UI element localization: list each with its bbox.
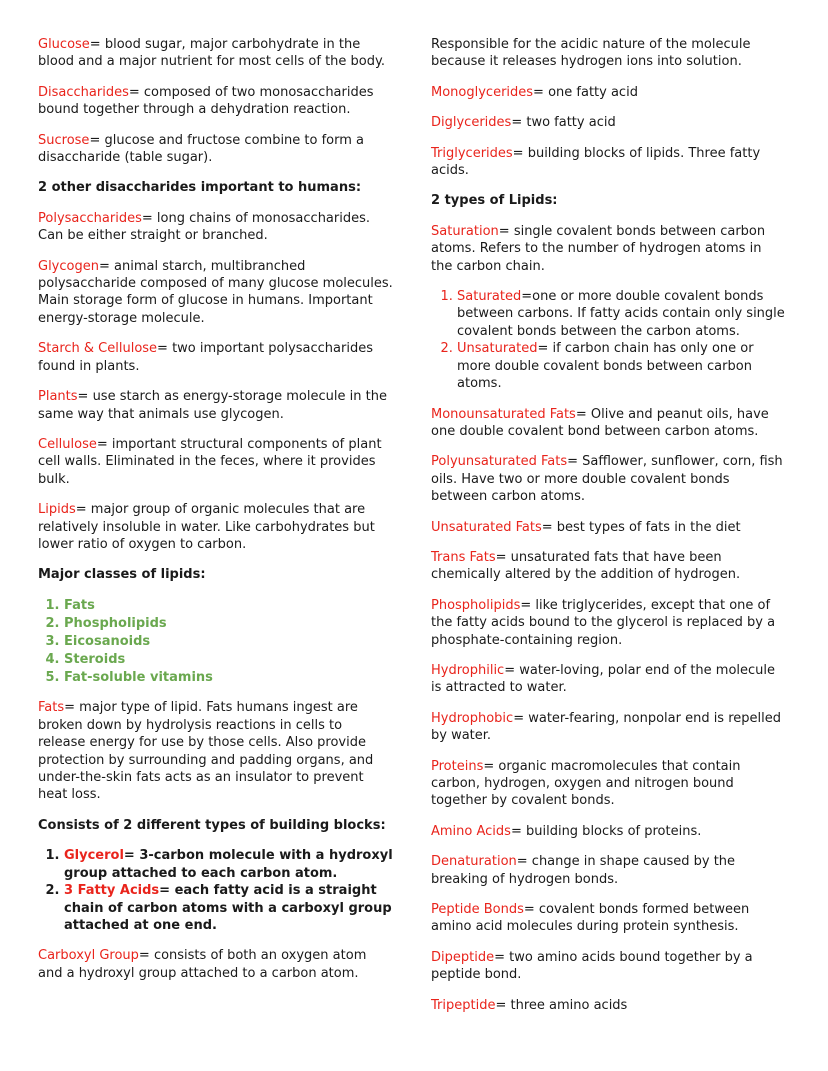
equals-sign: =: [483, 758, 499, 774]
definition: two fatty acid: [526, 115, 616, 131]
definition: water-loving, polar end of the molecule is attracted to water.: [431, 662, 776, 696]
list-item: 1. Fats: [64, 597, 393, 615]
definition: like triglycerides, except that one of the fatty acids bound to the glycerol is replaced by a phosphate-containing region.: [431, 597, 776, 648]
equals-sign: =: [495, 549, 511, 565]
term: Glucose: [38, 37, 90, 52]
term: Saturation: [431, 223, 499, 239]
equals-sign: =: [498, 223, 514, 239]
term: Saturated: [457, 289, 522, 305]
equals-sign: =: [138, 948, 154, 964]
definition-entry: [38, 699, 393, 803]
definition: three amino acids: [510, 997, 628, 1013]
definition: covalent bonds formed between amino acid molecules during protein synthesis.: [431, 902, 750, 935]
term: Disaccharides: [38, 84, 129, 100]
definition: best types of fats in the diet: [556, 519, 741, 535]
list-item: 3. Eicosanoids: [64, 633, 393, 651]
equals-sign: =: [567, 454, 583, 470]
paragraph: Responsible for the acidic nature of the molecule because it releases hydrogen ions into solution.: [431, 37, 751, 70]
term: Monounsaturated Fats: [431, 406, 576, 422]
equals-sign: =: [512, 145, 528, 161]
definition: building blocks of lipids. Three fatty acids.: [431, 145, 761, 179]
definition-entry: [431, 145, 786, 180]
definition: Safflower, sunflower, corn, fish oils. Have two or more double covalent bonds between carbon atoms.: [431, 454, 783, 505]
term: Denaturation: [431, 854, 517, 870]
definition-entry: [38, 501, 393, 553]
definition-entry: [38, 258, 393, 328]
definition-entry: [431, 453, 786, 505]
definition-entry: [431, 901, 786, 936]
definition: long chains of monosaccharides. Can be either straight or branched.: [38, 210, 371, 244]
definition: two important polysaccharides found in plants.: [38, 341, 373, 374]
equals-sign: =: [89, 37, 105, 52]
definition-entry: [431, 710, 786, 745]
term: Hydrophilic: [431, 662, 505, 678]
definition: major group of organic molecules that are relatively insoluble in water. Like carbohydrates but lower ratio of oxygen to carbon.: [38, 502, 375, 552]
list-item: 2. Phospholipids: [64, 615, 393, 633]
equals-sign: =: [77, 389, 93, 405]
definition: consists of both an oxygen atom and a hydroxyl group attached to a carbon atom.: [38, 948, 367, 981]
building-blocks-list: [38, 847, 393, 934]
equals-sign: =: [89, 132, 105, 148]
lipid-classes-list: [38, 597, 393, 687]
definition: 3-carbon molecule with a hydroxyl group attached to each carbon atom.: [64, 848, 393, 881]
definition-entry: [431, 949, 786, 984]
term: Triglycerides: [431, 145, 513, 161]
definition-entry: [431, 758, 786, 810]
term: Polysaccharides: [38, 210, 142, 226]
equals-sign: =: [537, 341, 553, 357]
term: Hydrophobic: [431, 710, 514, 726]
term: Unsaturated: [457, 341, 538, 357]
term: Dipeptide: [431, 949, 495, 965]
definition: major type of lipid. Fats humans ingest are broken down by hydrolysis reactions in cells to release energy for use by those cells. Also provide protection by surrounding and padding organs, and under-the-skin fats acts as an insulator to prevent heat loss.: [38, 700, 374, 803]
definition: two amino acids bound together by a peptide bond.: [431, 949, 753, 983]
equals-sign: =: [75, 502, 91, 518]
equals-sign: =: [516, 854, 532, 870]
term: Glycerol: [64, 848, 124, 864]
equals-sign: =: [575, 406, 591, 422]
definition: water-fearing, nonpolar end is repelled by water.: [431, 710, 781, 744]
term: Proteins: [431, 758, 484, 774]
equals-sign: =: [495, 997, 511, 1013]
saturation-types-list: [431, 288, 786, 392]
equals-sign: =: [157, 341, 173, 357]
definition: change in shape caused by the breaking of hydrogen bonds.: [431, 854, 736, 887]
section-heading: Major classes of lipids:: [38, 567, 206, 583]
definition-entry: [431, 519, 786, 536]
term: Amino Acids: [431, 823, 511, 839]
equals-sign: =: [96, 436, 112, 452]
definition: single covalent bonds between carbon atoms. Refers to the number of hydrogen atoms in the carbon chain.: [431, 223, 766, 274]
definition-entry: [38, 947, 393, 982]
equals-sign: =: [521, 289, 533, 305]
equals-sign: =: [64, 700, 80, 716]
definition: blood sugar, major carbohydrate in the blood and a major nutrient for most cells of the body.: [38, 37, 385, 70]
term: Monoglycerides: [431, 84, 534, 100]
term: Diglycerides: [431, 115, 512, 131]
term: Sucrose: [38, 132, 90, 148]
list-item: [457, 340, 786, 392]
equals-sign: =: [520, 597, 536, 613]
definition-entry: [38, 132, 393, 167]
term: Trans Fats: [431, 549, 496, 565]
definition-entry: [431, 597, 786, 649]
equals-sign: =: [523, 902, 539, 918]
equals-sign: =: [123, 848, 140, 864]
equals-sign: =: [128, 84, 144, 100]
right-column: [431, 36, 786, 1041]
term: 3 Fatty Acids: [64, 883, 160, 899]
definition-entry: [431, 223, 786, 275]
definition-entry: [431, 114, 786, 131]
definition-entry: [431, 84, 786, 101]
definition-entry: [38, 388, 393, 423]
term: Lipids: [38, 502, 76, 518]
term: Peptide Bonds: [431, 902, 524, 918]
equals-sign: =: [510, 823, 526, 839]
term: Unsaturated Fats: [431, 519, 542, 535]
definition: Olive and peanut oils, have one double covalent bond between carbon atoms.: [431, 406, 769, 439]
definition: unsaturated fats that have been chemically altered by the addition of hydrogen.: [431, 549, 741, 583]
section-heading: Consists of 2 different types of building blocks:: [38, 817, 386, 833]
definition: organic macromolecules that contain carbon, hydrogen, oxygen and nitrogen bound together by covalent bonds.: [431, 758, 741, 809]
term: Polyunsaturated Fats: [431, 454, 568, 470]
term: Carboxyl Group: [38, 948, 139, 964]
definition: use starch as energy-storage molecule in the same way that animals use glycogen.: [38, 389, 387, 422]
equals-sign: =: [504, 662, 520, 678]
definition-entry: [38, 340, 393, 375]
definition: important structural components of plant cell walls. Eliminated in the feces, where it provides bulk.: [38, 436, 382, 487]
equals-sign: =: [141, 210, 157, 226]
equals-sign: =: [541, 519, 557, 535]
definition: each fatty acid is a straight chain of carbon atoms with a carboxyl group attached at one end.: [64, 883, 392, 933]
term: Plants: [38, 389, 78, 405]
list-item: [457, 288, 786, 340]
section-heading: 2 other disaccharides important to humans:: [38, 180, 362, 196]
section-heading: 2 types of Lipids:: [431, 193, 558, 209]
definition: composed of two monosaccharides bound together through a dehydration reaction.: [38, 84, 374, 118]
term: Fats: [38, 700, 65, 716]
equals-sign: =: [98, 258, 115, 274]
definition-entry: [431, 406, 786, 441]
definition: glucose and fructose combine to form a disaccharide (table sugar).: [38, 132, 365, 166]
definition-entry: [38, 36, 393, 71]
definition-entry: [431, 853, 786, 888]
term: Cellulose: [38, 436, 97, 452]
list-item: 5. Fat-soluble vitamins: [64, 669, 393, 687]
definition-entry: [431, 823, 786, 840]
definition: one or more double covalent bonds between carbons. If fatty acids contain only single covalent bonds between the carbon atoms.: [457, 289, 785, 339]
definition: animal starch, multibranched polysaccharide composed of many glucose molecules. Main storage form of glucose in humans. Important energy-storage molecule.: [38, 258, 393, 326]
definition-entry: [431, 997, 786, 1014]
list-item: [64, 847, 393, 882]
definition-entry: [38, 84, 393, 119]
list-item: [64, 882, 393, 934]
term: Phospholipids: [431, 597, 521, 613]
definition: one fatty acid: [548, 84, 638, 100]
equals-sign: =: [513, 710, 529, 726]
list-item: 4. Steroids: [64, 651, 393, 669]
definition-entry: [38, 436, 393, 488]
definition: building blocks of proteins.: [525, 823, 702, 839]
definition: if carbon chain has only one or more double covalent bonds between carbon atoms.: [457, 341, 754, 392]
term: Glycogen: [38, 258, 99, 274]
equals-sign: =: [159, 883, 175, 899]
equals-sign: =: [494, 949, 510, 965]
definition-entry: [431, 662, 786, 697]
definition-entry: [38, 210, 393, 245]
term: Tripeptide: [431, 997, 496, 1013]
definition-entry: [431, 549, 786, 584]
equals-sign: =: [511, 115, 527, 131]
term: Starch & Cellulose: [38, 341, 158, 357]
equals-sign: =: [533, 84, 549, 100]
left-column: [38, 36, 393, 1041]
